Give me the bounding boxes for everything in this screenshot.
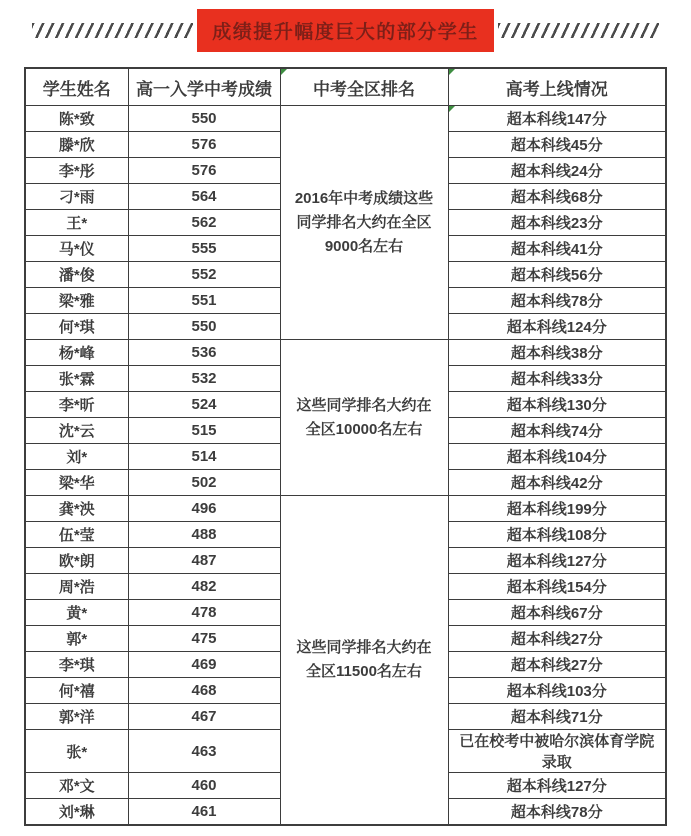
gaokao-result-cell: 超本科线42分	[448, 470, 666, 496]
header-entrance-score: 高一入学中考成绩	[128, 68, 280, 106]
gaokao-result-cell: 超本科线38分	[448, 340, 666, 366]
entrance-score-cell: 564	[128, 184, 280, 210]
student-name-cell: 沈*云	[25, 418, 128, 444]
entrance-score-cell: 488	[128, 522, 280, 548]
gaokao-result-cell: 超本科线154分	[448, 574, 666, 600]
table-row	[25, 496, 666, 522]
student-name-cell: 张*	[25, 730, 128, 773]
table-body	[25, 106, 666, 826]
gaokao-result-cell: 超本科线71分	[448, 704, 666, 730]
student-name-cell: 李*彤	[25, 158, 128, 184]
gaokao-result-cell: 超本科线41分	[448, 236, 666, 262]
hatch-stripes-right-icon	[498, 23, 659, 38]
header-row	[25, 68, 666, 106]
student-name-cell: 李*昕	[25, 392, 128, 418]
student-name-cell: 梁*华	[25, 470, 128, 496]
entrance-score-cell: 487	[128, 548, 280, 574]
hatch-stripes-left-icon	[32, 23, 193, 38]
entrance-score-cell: 550	[128, 106, 280, 132]
student-name-cell: 王*	[25, 210, 128, 236]
entrance-score-cell: 469	[128, 652, 280, 678]
student-name-cell: 刘*琳	[25, 799, 128, 826]
gaokao-result-cell: 超本科线127分	[448, 548, 666, 574]
student-name-cell: 刁*雨	[25, 184, 128, 210]
student-name-cell: 邓*文	[25, 773, 128, 799]
student-name-cell: 刘*	[25, 444, 128, 470]
gaokao-result-cell: 超本科线147分	[448, 106, 666, 132]
entrance-score-cell: 555	[128, 236, 280, 262]
student-name-cell: 何*禧	[25, 678, 128, 704]
student-name-cell: 陈*致	[25, 106, 128, 132]
gaokao-result-cell: 已在校考中被哈尔滨体育学院录取	[448, 730, 666, 773]
gaokao-result-cell: 超本科线127分	[448, 773, 666, 799]
rank-note-cell: 这些同学排名大约在全区11500名左右	[280, 496, 448, 826]
gaokao-result-cell: 超本科线130分	[448, 392, 666, 418]
entrance-score-cell: 550	[128, 314, 280, 340]
entrance-score-cell: 515	[128, 418, 280, 444]
table-header	[25, 68, 666, 106]
student-name-cell: 杨*峰	[25, 340, 128, 366]
entrance-score-cell: 536	[128, 340, 280, 366]
gaokao-result-cell: 超本科线56分	[448, 262, 666, 288]
student-name-cell: 李*琪	[25, 652, 128, 678]
gaokao-result-cell: 超本科线27分	[448, 652, 666, 678]
gaokao-result-cell: 超本科线68分	[448, 184, 666, 210]
gaokao-result-cell: 超本科线199分	[448, 496, 666, 522]
student-name-cell: 龚*泱	[25, 496, 128, 522]
entrance-score-cell: 475	[128, 626, 280, 652]
entrance-score-cell: 532	[128, 366, 280, 392]
rank-note-cell: 2016年中考成绩这些同学排名大约在全区9000名左右	[280, 106, 448, 340]
entrance-score-cell: 478	[128, 600, 280, 626]
gaokao-result-cell: 超本科线24分	[448, 158, 666, 184]
entrance-score-cell: 576	[128, 158, 280, 184]
entrance-score-cell: 482	[128, 574, 280, 600]
gaokao-result-cell: 超本科线74分	[448, 418, 666, 444]
student-name-cell: 马*仪	[25, 236, 128, 262]
student-name-cell: 郭*	[25, 626, 128, 652]
entrance-score-cell: 461	[128, 799, 280, 826]
student-name-cell: 何*琪	[25, 314, 128, 340]
gaokao-result-cell: 超本科线103分	[448, 678, 666, 704]
gaokao-result-cell: 超本科线27分	[448, 626, 666, 652]
student-name-cell: 梁*雅	[25, 288, 128, 314]
gaokao-result-cell: 超本科线23分	[448, 210, 666, 236]
student-name-cell: 黄*	[25, 600, 128, 626]
gaokao-result-cell: 超本科线104分	[448, 444, 666, 470]
entrance-score-cell: 562	[128, 210, 280, 236]
gaokao-result-cell: 超本科线78分	[448, 288, 666, 314]
entrance-score-cell: 460	[128, 773, 280, 799]
header-gaokao-result: 高考上线情况	[448, 68, 666, 106]
entrance-score-cell: 468	[128, 678, 280, 704]
student-name-cell: 伍*莹	[25, 522, 128, 548]
gaokao-result-cell: 超本科线78分	[448, 799, 666, 826]
gaokao-result-cell: 超本科线108分	[448, 522, 666, 548]
student-name-cell: 滕*欣	[25, 132, 128, 158]
header-district-rank: 中考全区排名	[280, 68, 448, 106]
gaokao-result-cell: 超本科线124分	[448, 314, 666, 340]
page-title: 成绩提升幅度巨大的部分学生	[197, 9, 494, 52]
table-row	[25, 340, 666, 366]
student-name-cell: 潘*俊	[25, 262, 128, 288]
entrance-score-cell: 496	[128, 496, 280, 522]
gaokao-result-cell: 超本科线45分	[448, 132, 666, 158]
entrance-score-cell: 551	[128, 288, 280, 314]
student-name-cell: 张*霖	[25, 366, 128, 392]
entrance-score-cell: 524	[128, 392, 280, 418]
banner	[28, 9, 663, 51]
table-row	[25, 106, 666, 132]
entrance-score-cell: 552	[128, 262, 280, 288]
entrance-score-cell: 463	[128, 730, 280, 773]
rank-note-cell: 这些同学排名大约在全区10000名左右	[280, 340, 448, 496]
scores-table	[24, 67, 667, 826]
entrance-score-cell: 514	[128, 444, 280, 470]
gaokao-result-cell: 超本科线67分	[448, 600, 666, 626]
header-student-name: 学生姓名	[25, 68, 128, 106]
student-name-cell: 欧*朗	[25, 548, 128, 574]
entrance-score-cell: 467	[128, 704, 280, 730]
student-name-cell: 周*浩	[25, 574, 128, 600]
entrance-score-cell: 502	[128, 470, 280, 496]
gaokao-result-cell: 超本科线33分	[448, 366, 666, 392]
entrance-score-cell: 576	[128, 132, 280, 158]
student-name-cell: 郭*洋	[25, 704, 128, 730]
